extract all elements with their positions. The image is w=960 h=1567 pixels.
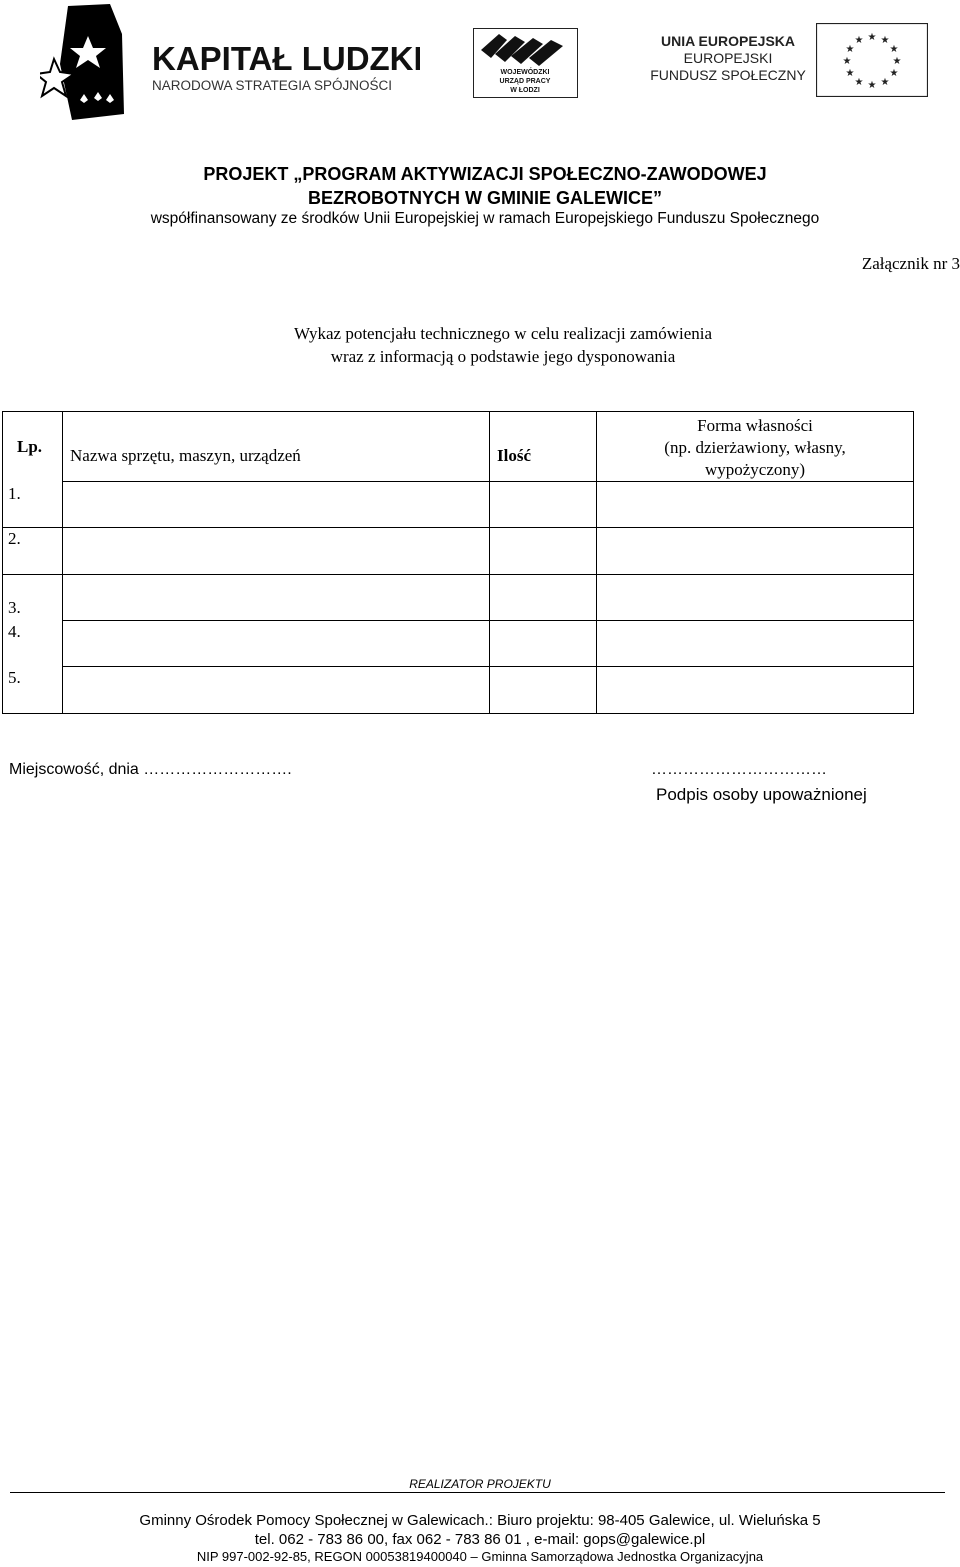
row-number-5: 5. — [8, 668, 21, 687]
place-date-field: Miejscowość, dnia ………………………. — [9, 761, 292, 778]
project-title-line-1: PROJEKT „PROGRAM AKTYWIZACJI SPOŁECZNO-ZAWODOWEJ — [203, 164, 767, 184]
svg-text:★: ★ — [867, 80, 877, 91]
kapital-ludzki-logo — [40, 4, 420, 122]
signature-label: Podpis osoby upoważnionej — [656, 785, 867, 804]
header-ownership-line-1: Forma własności — [697, 416, 813, 435]
footer-line-3: NIP 997-002-92-85, REGON 00053819400040 – Gminna Samorządowa Jednostka Organizacyjna — [196, 1549, 764, 1564]
footer-label: REALIZATOR PROJEKTU — [409, 1477, 551, 1491]
row-number-3: 3. — [8, 598, 21, 617]
table-row-divider — [62, 620, 914, 621]
header-name: Nazwa sprzętu, maszyn, urządzeń — [70, 446, 301, 465]
wup-lodz-logo — [473, 28, 578, 98]
footer-line-2: tel. 062 - 783 86 00, fax 062 - 783 86 01 , e-mail: gops@galewice.pl — [254, 1531, 706, 1548]
svg-text:★: ★ — [880, 35, 890, 46]
wup-line-1: WOJEWÓDZKI — [500, 69, 550, 76]
wup-emblem — [473, 28, 578, 98]
eu-line-3: FUNDUSZ SPOŁECZNY — [650, 67, 806, 83]
svg-text:★: ★ — [867, 32, 877, 43]
table-border-bottom — [2, 713, 914, 714]
svg-text:★: ★ — [880, 77, 890, 88]
eu-line-1: UNIA EUROPEJSKA — [660, 33, 796, 49]
footer-line-1: Gminny Ośrodek Pomocy Społecznej w Galewicach.: Biuro projektu: 98-405 Galewice, ul. Wieluńska 5 — [139, 1512, 821, 1529]
eu-flag-icon — [816, 23, 928, 97]
table-row-divider — [2, 527, 914, 528]
header-ownership-line-2: (np. dzierżawiony, własny, — [664, 438, 846, 457]
project-title-line-2: BEZROBOTNYCH W GMINIE GALEWICE” — [308, 188, 662, 208]
table-row-divider — [2, 574, 914, 575]
wup-line-3: W ŁODZI — [510, 87, 540, 94]
kapital-ludzki-title: KAPITAŁ LUDZKI — [152, 40, 420, 77]
svg-text:★: ★ — [842, 56, 852, 67]
kapital-ludzki-emblem — [40, 4, 420, 122]
table-row-divider — [62, 666, 914, 667]
header-ownership — [596, 415, 914, 481]
eu-logo-text — [648, 33, 808, 84]
annex-label: Załącznik nr 3 — [861, 254, 960, 273]
svg-text:★: ★ — [854, 35, 864, 46]
svg-text:★: ★ — [845, 68, 855, 79]
table-column-divider — [489, 411, 490, 713]
eu-flag-stars — [816, 23, 928, 97]
svg-text:★: ★ — [889, 44, 899, 55]
header-lp: Lp. — [17, 437, 43, 456]
svg-text:★: ★ — [889, 68, 899, 79]
row-number-2: 2. — [8, 529, 21, 548]
table-row-divider — [62, 481, 914, 482]
equipment-table — [2, 411, 914, 714]
eu-line-2: EUROPEJSKI — [683, 50, 773, 66]
row-number-4: 4. — [8, 622, 21, 641]
wup-line-2: URZĄD PRACY — [499, 78, 551, 85]
kapital-ludzki-subtitle: NARODOWA STRATEGIA SPÓJNOŚCI — [152, 78, 393, 93]
footer-rule — [10, 1492, 945, 1493]
table-border-left — [2, 411, 3, 713]
svg-text:★: ★ — [854, 77, 864, 88]
signature-dots: …………………………… — [651, 761, 827, 778]
document-title-line-1: Wykaz potencjału technicznego w celu realizacji zamówienia — [293, 324, 713, 343]
table-column-divider — [62, 411, 63, 713]
svg-text:★: ★ — [892, 56, 902, 67]
row-number-1: 1. — [8, 484, 21, 503]
header-ownership-line-3: wypożyczony) — [704, 460, 806, 479]
cofinanced-line: współfinansowany ze środków Unii Europejskiej w ramach Europejskiego Funduszu Społecznego — [150, 210, 820, 227]
svg-text:★: ★ — [845, 44, 855, 55]
table-border-top — [2, 411, 914, 412]
header-qty: Ilość — [497, 446, 531, 465]
document-title-line-2: wraz z informacją o podstawie jego dysponowania — [330, 347, 676, 366]
